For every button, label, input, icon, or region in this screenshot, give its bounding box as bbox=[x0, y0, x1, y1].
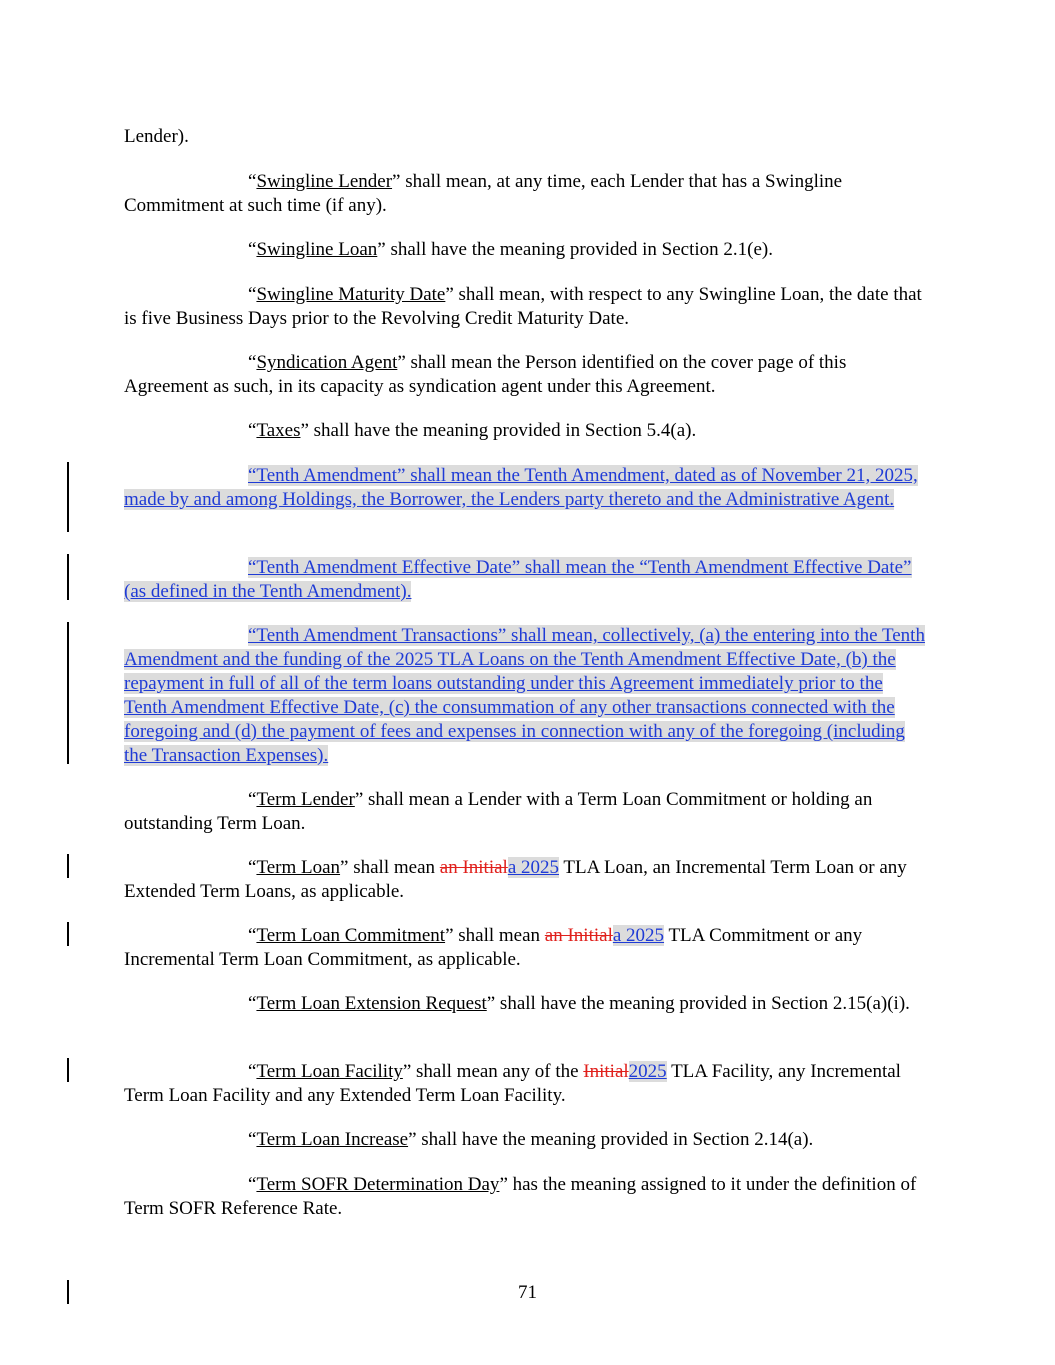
definition-term-loan-commitment: “Term Loan Commitment” shall mean an Initiala 2025 TLA Commitment or any Incremental Term Loan Commitment, as applicable. bbox=[124, 925, 863, 970]
defined-term: Term SOFR Determination Day bbox=[256, 1174, 500, 1195]
defined-term: Term Loan Facility bbox=[256, 1061, 403, 1082]
defined-term: Term Loan Extension Request bbox=[256, 993, 487, 1014]
change-bar bbox=[67, 854, 69, 878]
defined-term: Term Loan Increase bbox=[256, 1129, 409, 1150]
definition-term-loan-extension-request: “Term Loan Extension Request” shall have the meaning provided in Section 2.15(a)(i). bbox=[248, 993, 910, 1014]
deleted-text: an Initial bbox=[544, 925, 613, 946]
definition-term-loan-increase: “Term Loan Increase” shall have the meaning provided in Section 2.14(a). bbox=[248, 1129, 814, 1150]
definition-term-sofr-determination-day: “Term SOFR Determination Day” has the meaning assigned to it under the definition of Term SOFR Reference Rate. bbox=[124, 1174, 917, 1219]
inserted-text: 2025 bbox=[628, 1061, 667, 1082]
defined-term: Swingline Maturity Date bbox=[256, 284, 446, 305]
definition-swingline-lender: “Swingline Lender” shall mean, at any time, each Lender that has a Swingline Commitment at such time (if any). bbox=[124, 171, 843, 216]
deleted-text: Initial bbox=[583, 1061, 629, 1082]
defined-term: Taxes bbox=[256, 420, 301, 441]
change-bar bbox=[67, 462, 69, 532]
defined-term: Swingline Loan bbox=[256, 239, 378, 260]
change-bar bbox=[67, 622, 69, 764]
change-bar bbox=[67, 1058, 69, 1082]
definition-swingline-loan: “Swingline Loan” shall have the meaning provided in Section 2.1(e). bbox=[248, 239, 774, 260]
defined-term: Term Loan Commitment bbox=[256, 925, 446, 946]
definition-term-loan: “Term Loan” shall mean an Initiala 2025 TLA Loan, an Incremental Term Loan or any Extended Term Loans, as applicable. bbox=[124, 857, 907, 902]
definition-tenth-amendment-effective-date-inserted: “Tenth Amendment Effective Date” shall mean the “Tenth Amendment Effective Date” (as defined in the Tenth Amendment). bbox=[124, 557, 912, 602]
definition-syndication-agent: “Syndication Agent” shall mean the Person identified on the cover page of this Agreement as such, in its capacity as syndication agent under this Agreement. bbox=[124, 352, 847, 397]
defined-term: Term Loan bbox=[256, 857, 341, 878]
definition-term-loan-facility: “Term Loan Facility” shall mean any of the Initial2025 TLA Facility, any Incremental Term Loan Facility and any Extended Term Loan Facility. bbox=[124, 1061, 901, 1106]
definition-taxes: “Taxes” shall have the meaning provided in Section 5.4(a). bbox=[248, 420, 697, 441]
defined-term: Syndication Agent bbox=[256, 352, 398, 373]
inserted-text: a 2025 bbox=[612, 925, 665, 946]
paragraph-continuation: Lender). bbox=[124, 126, 189, 147]
definition-term-lender: “Term Lender” shall mean a Lender with a Term Loan Commitment or holding an outstanding Term Loan. bbox=[124, 789, 873, 834]
inserted-text: a 2025 bbox=[507, 857, 560, 878]
defined-term: Swingline Lender bbox=[256, 171, 393, 192]
change-bar bbox=[67, 554, 69, 600]
defined-term: Term Lender bbox=[256, 789, 355, 810]
change-bar bbox=[67, 922, 69, 946]
definition-tenth-amendment-transactions-inserted: “Tenth Amendment Transactions” shall mean, collectively, (a) the entering into the Tenth Amendment and the funding of the 2025 TLA Loans on the Tenth Amendment Effective Date, (b) the repayment in full of all of the term loans outstanding under this Agreement immediately prior to the Tenth Amendment Effective Date, (c) the consummation of any other transactions connected with the foregoing and (d) the payment of fees and expenses in connection with any of the foregoing (including the Transaction Expenses). bbox=[124, 625, 925, 766]
definition-swingline-maturity-date: “Swingline Maturity Date” shall mean, with respect to any Swingline Loan, the date that is five Business Days prior to the Revolving Credit Maturity Date. bbox=[124, 284, 922, 329]
page-number: 71 bbox=[518, 1282, 537, 1303]
definition-tenth-amendment-inserted: “Tenth Amendment” shall mean the Tenth Amendment, dated as of November 21, 2025, made by and among Holdings, the Borrower, the Lenders party thereto and the Administrative Agent. bbox=[124, 465, 918, 510]
deleted-text: an Initial bbox=[439, 857, 508, 878]
